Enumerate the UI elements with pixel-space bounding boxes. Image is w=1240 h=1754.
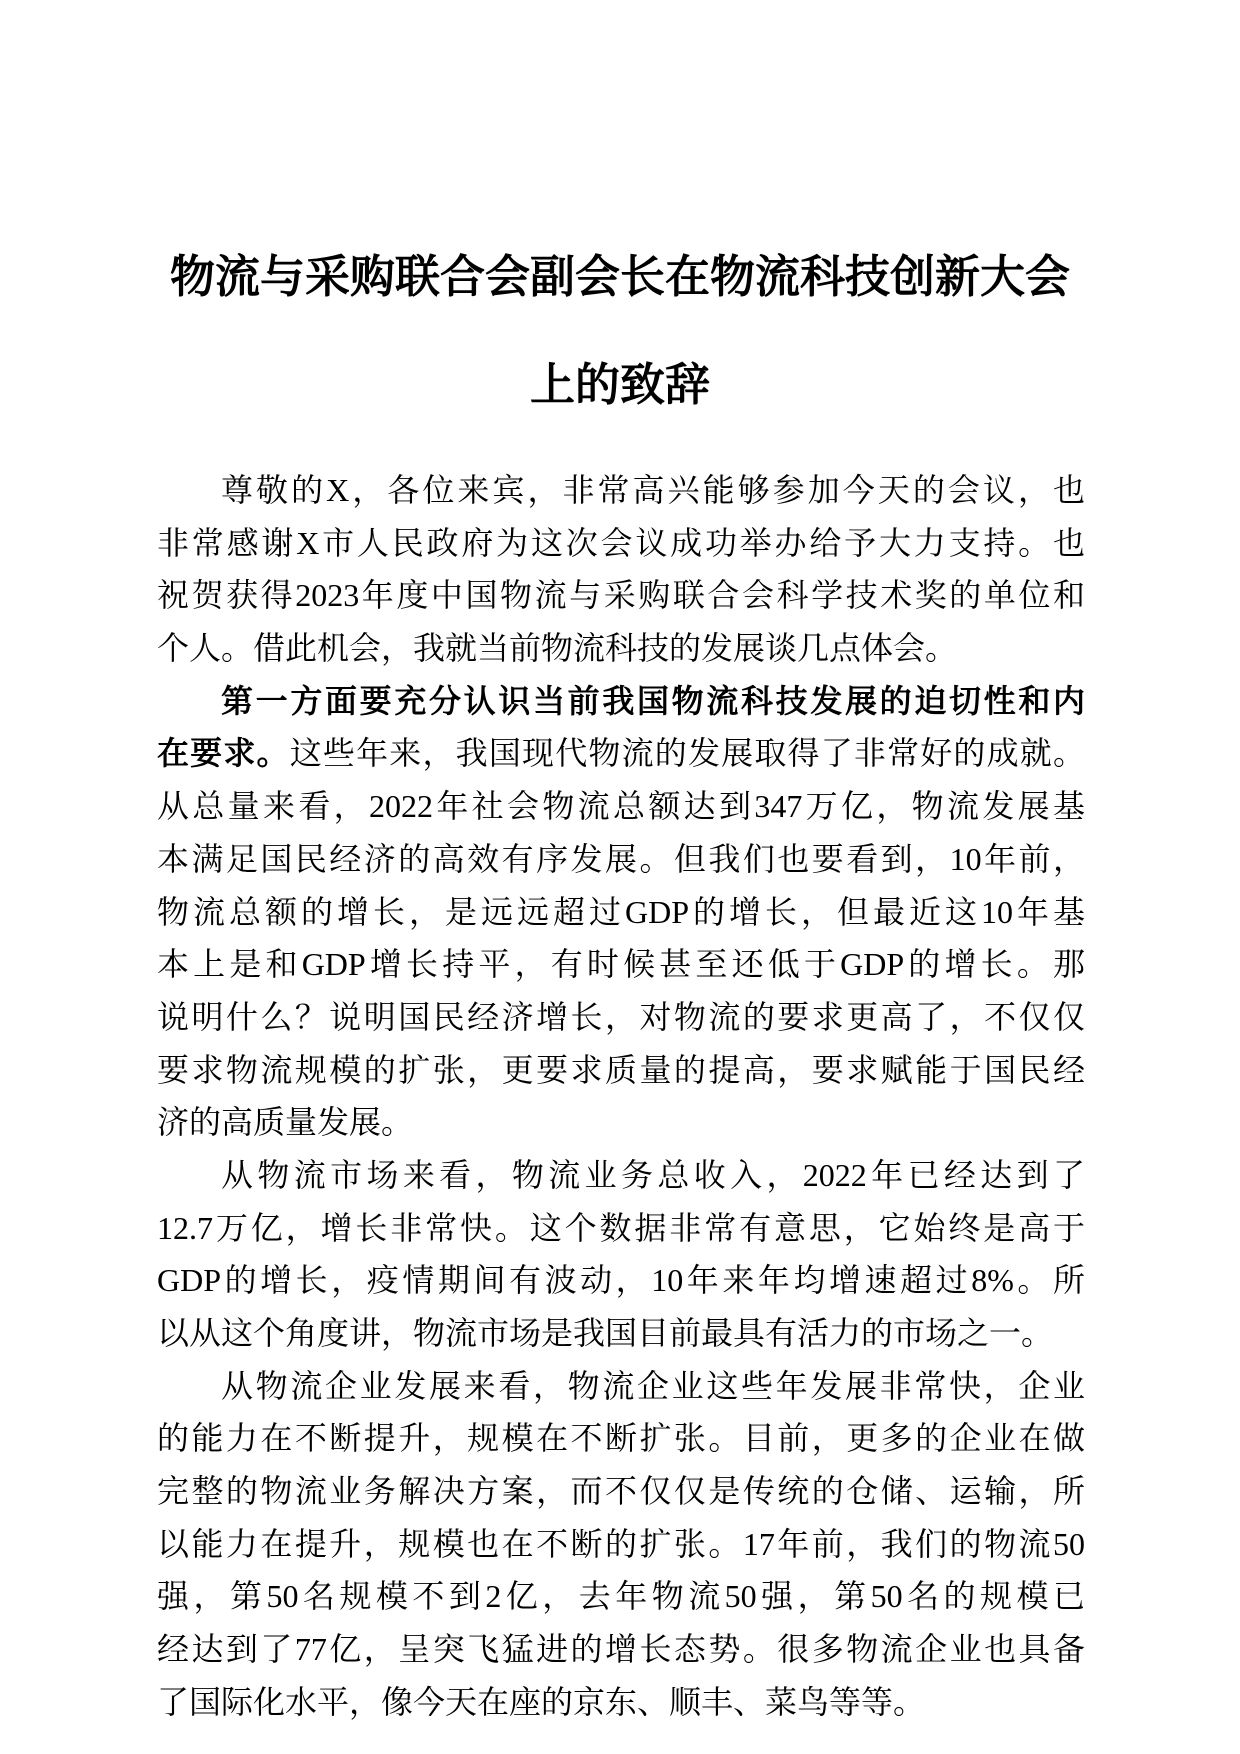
text-line: 个人。借此机会，我就当前物流科技的发展谈几点体会。 [157,630,958,667]
text-line: 经达到了77亿，呈突飞猛进的增长态势。很多物流企业也具备 [157,1631,1085,1668]
paragraph-logistics-market [157,1149,1085,1360]
text-line: 本满足国民经济的高效有序发展。但我们也要看到，10年前， [157,840,1085,877]
text-line: 祝贺获得2023年度中国物流与采购联合会科学技术奖的单位和 [157,577,1085,614]
text-line: 物流总额的增长，是远远超过GDP的增长，但最近这10年基 [157,893,1085,930]
text-line: 非常感谢X市人民政府为这次会议成功举办给予大力支持。也 [157,524,1085,561]
section-heading-line: 第一方面要充分认识当前我国物流科技发展的迫切性和内 [221,682,1085,719]
text-line: 要求物流规模的扩张，更要求质量的提高，要求赋能于国民经 [157,1051,1085,1088]
text-line: GDP的增长，疫情期间有波动，10年来年均增速超过8%。所 [157,1262,1085,1299]
text-span: 这些年来，我国现代物流的发展取得了非常好的成就。 [289,735,1085,772]
text-line: 说明什么？说明国民经济增长，对物流的要求更高了，不仅仅 [157,998,1085,1035]
text-line: 以能力在提升，规模也在不断的扩张。17年前，我们的物流50 [157,1525,1085,1562]
document-title-line-1: 物流与采购联合会副会长在物流科技创新大会 [169,250,1070,303]
section-heading-end: 在要求。 [157,735,290,772]
text-line: 以从这个角度讲，物流市场是我国目前最具有活力的市场之一。 [157,1315,1054,1351]
text-line: 本上是和GDP增长持平，有时候甚至还低于GDP的增长。那 [157,946,1085,983]
paragraph-first-aspect [157,675,1085,1149]
text-line: 12.7万亿，增长非常快。这个数据非常有意思，它始终是高于 [157,1209,1085,1246]
text-line: 尊敬的X，各位来宾，非常高兴能够参加今天的会议，也 [221,472,1085,508]
text-line [157,727,1085,780]
text-line: 从物流企业发展来看，物流企业这些年发展非常快，企业 [221,1367,1085,1404]
text-line: 从总量来看，2022年社会物流总额达到347万亿，物流发展基 [157,788,1085,825]
text-line: 济的高质量发展。 [157,1104,414,1141]
text-line: 的能力在不断提升，规模在不断扩张。目前，更多的企业在做 [157,1420,1085,1457]
document-title-line-2: 上的致辞 [529,358,710,411]
paragraph-logistics-enterprises [157,1360,1085,1729]
text-line: 完整的物流业务解决方案，而不仅仅是传统的仓储、运输，所 [157,1473,1085,1510]
text-line: 了国际化水平，像今天在座的京东、顺丰、菜鸟等等。 [157,1683,926,1720]
document-body [157,464,1085,1729]
text-line: 从物流市场来看，物流业务总收入，2022年已经达到了 [221,1156,1085,1193]
text-line: 强，第50名规模不到2亿，去年物流50强，第50名的规模已 [157,1578,1085,1615]
paragraph-greeting [157,464,1085,675]
